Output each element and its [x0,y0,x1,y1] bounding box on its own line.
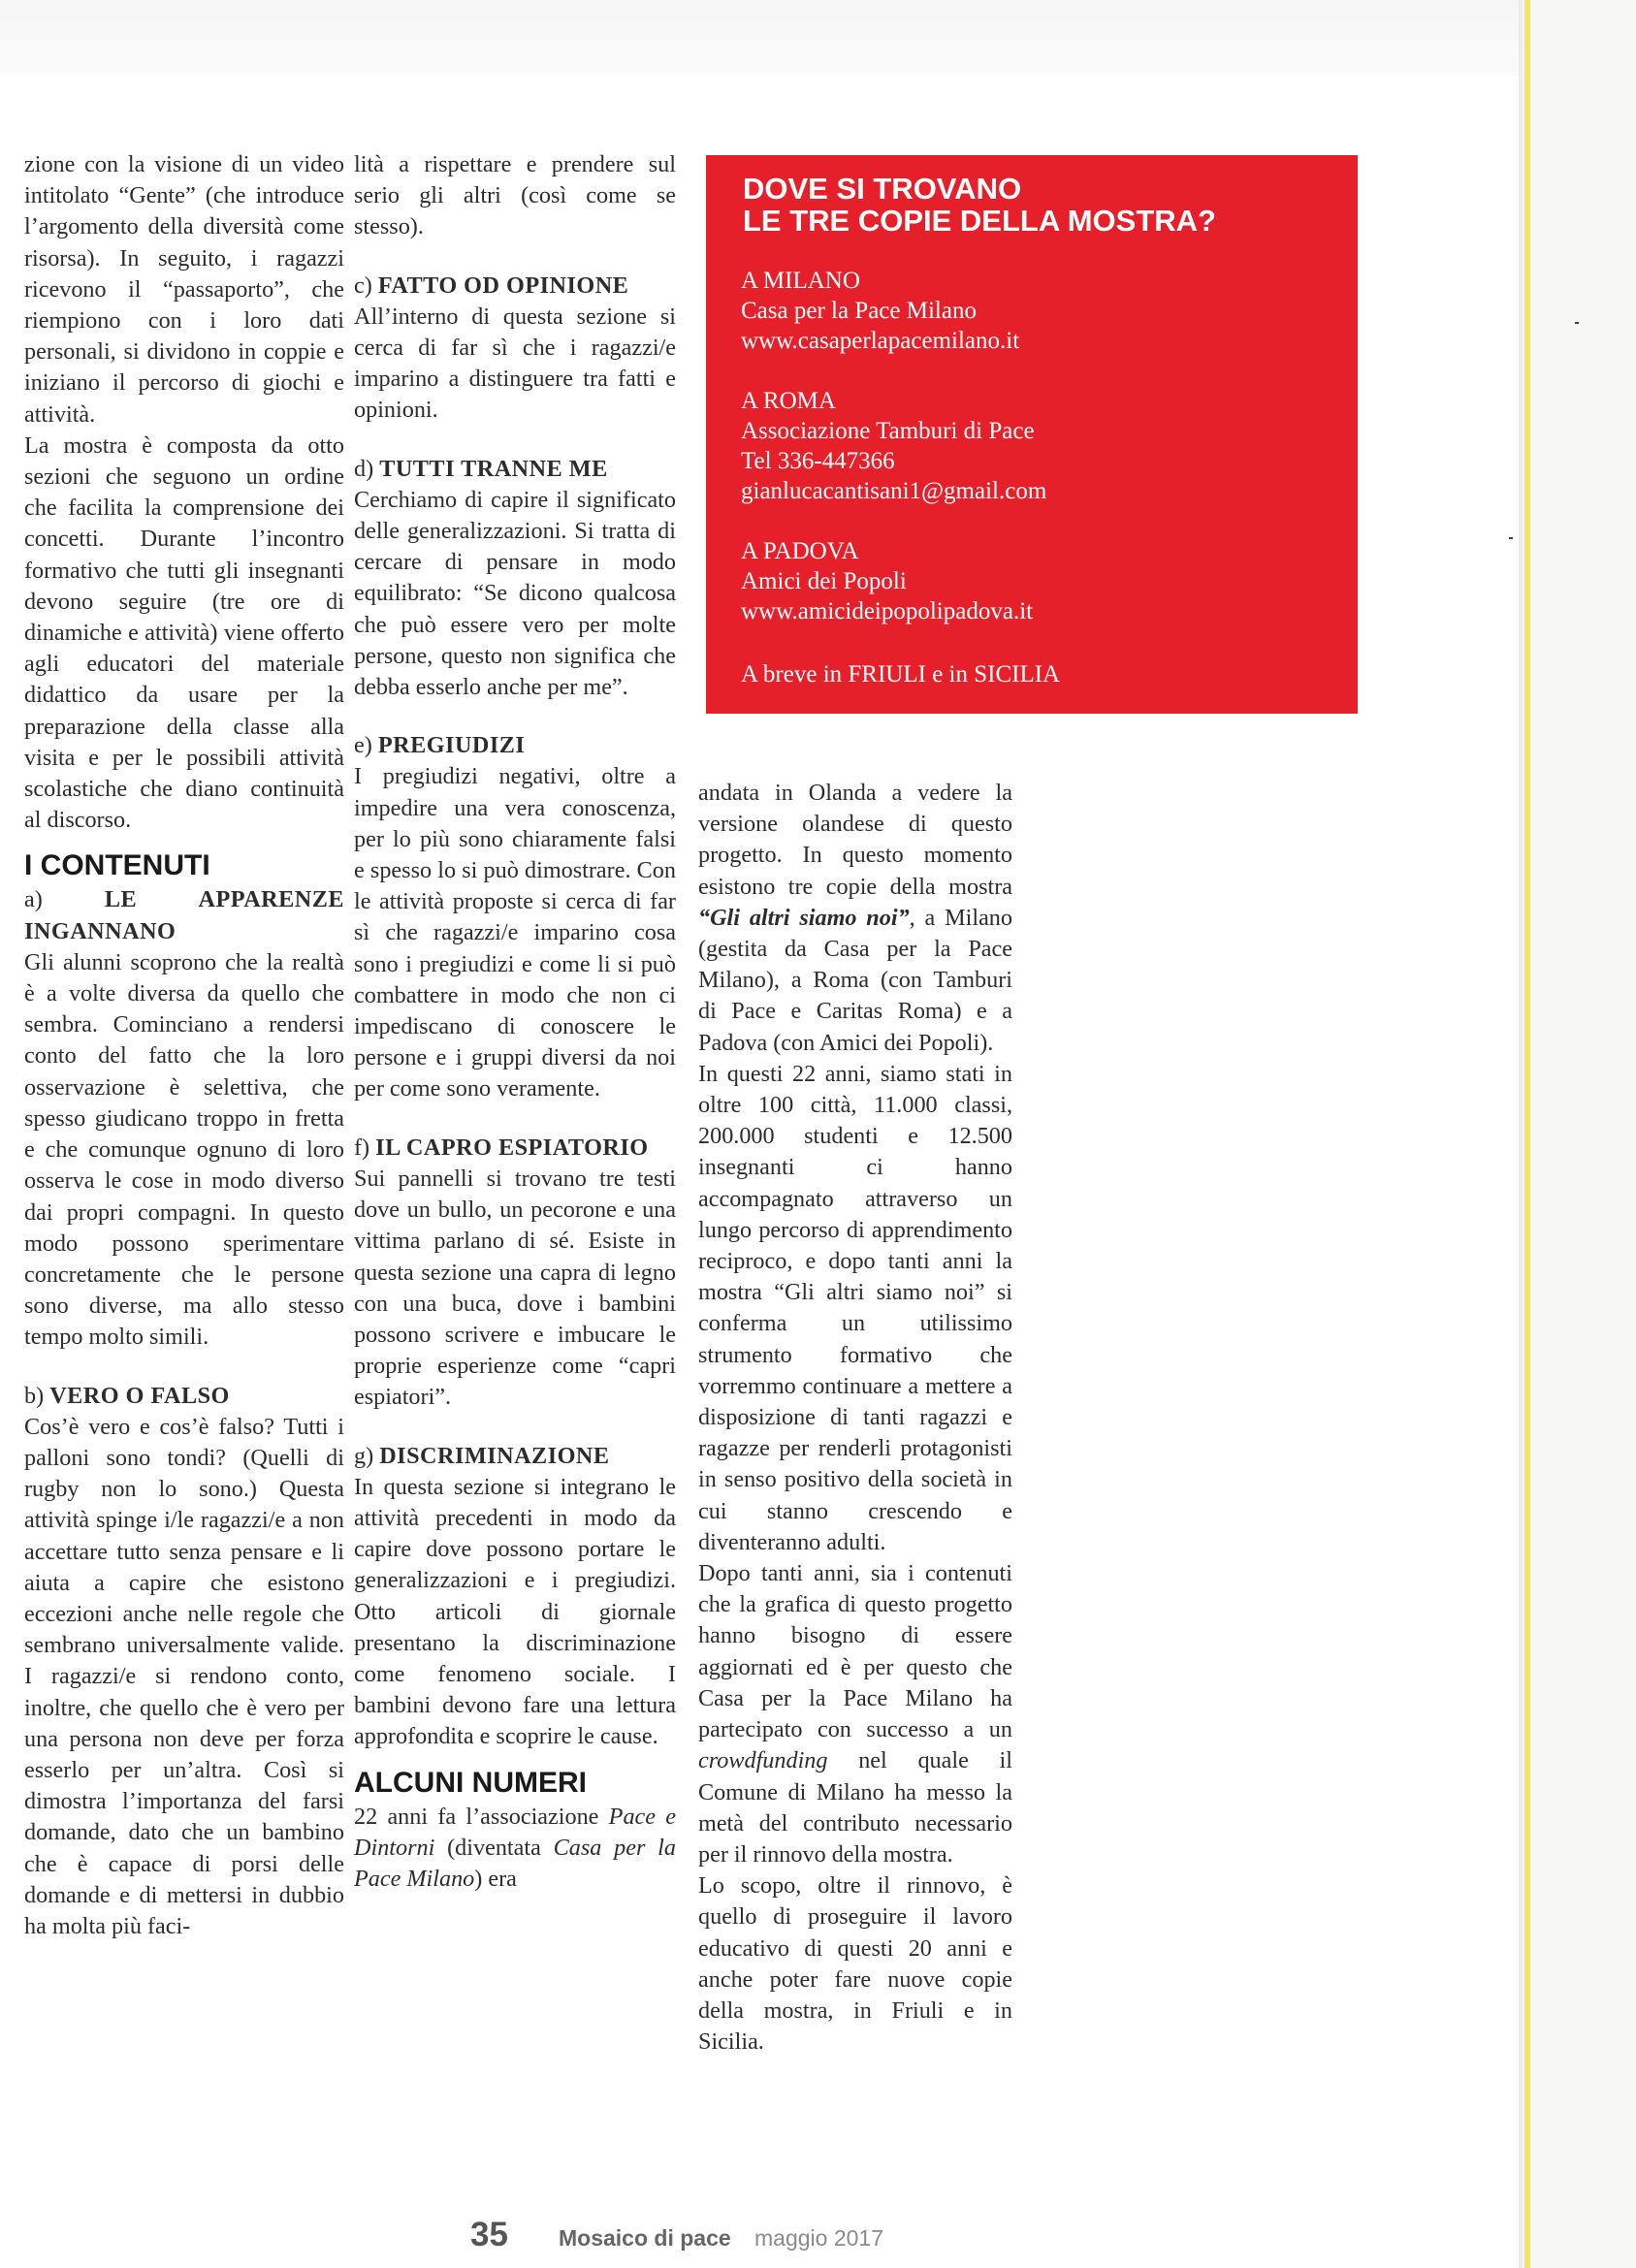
paragraph: I pregiudizi negativi, oltre a impedire una vera conoscenza, per lo più sono chiaramente falsi e spesso lo si può dimostrare. Con le attività proposte si cerca di far sì che ragazzi/e imparino cosa sono i pregiudizi e come li si può combattere in modo che non ci impediscano di conoscere le persone e i gruppi diversi da noi per come sono veramente. [354,763,676,1102]
page-edge [1523,0,1636,2268]
paragraph: Gli alunni scoprono che la realtà è a volte diversa da quello che sembra. Cominciano a rendersi conto del fatto che la loro osservazione è selettiva, che spesso giudicano troppo in fretta e che comunque ognuno di loro osserva le cose in modo diverso dai propri compagni. In questo modo possono sperimentare concretamente che le persone sono diverse, ma allo stesso tempo molto simili. [24,948,344,1351]
location-milano: A MILANO Casa per la Pace Milano www.casaperlapacemilano.it [741,268,1020,354]
issue-date: maggio 2017 [754,2225,883,2251]
paragraph: La mostra è composta da otto sezioni che seguono un ordine che facilita la comprensione dei concetti. Durante l’incontro formativo che tutti gli insegnanti devono seguire (tre ore di dinamiche e attività) viene offerto agli educatori del materiale didattico da usare per la preparazione della classe alla visita e per le possibili attività scolastiche che diano continuità al discorso. [24,431,344,834]
spacer [354,703,676,730]
spacer [354,243,676,271]
magazine-name: Mosaico di pace [559,2225,731,2251]
website-link[interactable]: www.casaperlapacemilano.it [741,328,1020,354]
email-link[interactable]: gianlucacantisani1@gmail.com [741,478,1047,504]
subsection-title-b: b) VERO O FALSO [24,1382,230,1409]
paragraph: In questi 22 anni, siamo stati in oltre 100 città, 11.000 classi, 200.000 studenti e 12.500 insegnanti ci hanno accompagnato attraverso un lungo percorso di apprendimento reciproco, e dopo tanti anni la mostra “Gli altri siamo noi” si conferma un utilissimo strumento formativo che vorremmo continuare a mettere a disposizione di tanti ragazzi e ragazze per renderli protagonisti in senso positivo della società in cui stanno crescendo e diventeranno adulti. [698,1060,1012,1555]
article-column-1 [24,149,344,1942]
subsection-title-f: f) IL CAPRO ESPIATORIO [354,1134,649,1161]
section-heading-contenuti: I CONTENUTI [24,849,210,882]
page-edge-yellow-strip [1524,0,1530,2268]
coming-soon-note: A breve in FRIULI e in SICILIA [741,661,1061,687]
spacer [354,1105,676,1133]
website-link[interactable]: www.amicideipopolipadova.it [741,598,1034,624]
subsection-title-g: g) DISCRIMINAZIONE [354,1442,610,1469]
spacer [354,427,676,454]
paragraph: Cerchiamo di capire il significato delle generalizzazioni. Si tratta di cercare di pensare in modo equilibrato: “Se dicono qualcosa che può essere vero per molte persone, questo non significa che debba esserlo anche per me”. [354,486,676,701]
paragraph: 22 anni fa l’associazione Pace e Dintorni (diventata Casa per la Pace Milano) era [354,1803,677,1892]
section-heading-numeri: ALCUNI NUMERI [354,1766,587,1799]
subsection-title-e: e) PREGIUDIZI [354,732,526,759]
spacer [354,1414,676,1441]
scan-mark [1509,537,1513,539]
locations-box-title: DOVE SI TROVANO LE TRE COPIE DELLA MOSTRA? [743,172,1216,238]
paragraph: Cos’è vero e cos’è falso? Tutti i palloni sono tondi? (Quelli di rugby non lo sono.) Questa attività spinge i/le ragazzi/e a non accettare tutto senza pensare e li aiuta a capire che esistono eccezioni anche nelle regole che sembrano universalmente valide. I ragazzi/e si rendono conto, inoltre, che quello che è vero per una persona non deve per forza esserlo per un’altra. Così si dimostra l’importanza del farsi domande, dato che un bambino che è capace di porsi delle domande e di mettersi in dubbio ha molta più faci- [24,1413,344,1939]
subsection-title-d: d) TUTTI TRANNE ME [354,455,608,482]
location-roma: A ROMA Associazione Tamburi di Pace Tel 336-447366 gianlucacantisani1@gmail.com [741,388,1047,504]
paragraph: Dopo tanti anni, sia i contenuti che la grafica di questo progetto hanno bisogno di essere aggiornati ed è per questo che Casa per la Pace Milano ha partecipato con successo a un crowdfunding nel quale il Comune di Milano ha messo la metà del contributo necessario per il rinnovo della mostra. [698,1560,1012,1868]
location-padova: A PADOVA Amici dei Popoli www.amicideipopolipadova.it [741,538,1034,624]
paragraph: In questa sezione si integrano le attività precedenti in modo da capire dove possono portare le generalizzazioni e i pregiudizi. Otto articoli di giornale presentano la discriminazione come fenomeno sociale. I bambini devono fare una lettura approfondita e scoprire le cause. [354,1473,676,1750]
article-column-2 [354,149,676,1895]
subsection-title-c: c) FATTO OD OPINIONE [354,272,629,299]
locations-box [706,155,1358,714]
page-number: 35 [470,2216,508,2253]
subsection-title-a: a) LE APPARENZE INGANNANO [24,886,344,944]
paragraph: andata in Olanda a vedere la versione olandese di questo progetto. In questo momento esistono tre copie della mostra “Gli altri siamo noi”, a Milano (gestita da Casa per la Pace Milano), a Roma (con Tamburi di Pace e Caritas Roma) e a Padova (con Amici dei Popoli). [698,780,1012,1056]
scan-mark [1575,322,1579,324]
paragraph: zione con la visione di un video intitolato “Gente” (che introduce l’argomento della diversità come risorsa). In seguito, i ragazzi ricevono il “passaporto”, che riempiono con i loro dati personali, si dividono in coppie e iniziano il percorso di giochi e attività. [24,151,344,428]
paragraph: lità a rispettare e prendere sul serio gli altri (così come se stesso). [354,151,676,240]
scan-top-band [0,0,1519,76]
spacer [24,1354,344,1381]
paragraph: Sui pannelli si trovano tre testi dove un bullo, un pecorone e una vittima parlano di sé. Esiste in questa sezione una capra di legno con una buca, dove i bambini possono scrivere e imbucare le proprie esperienze come “capri espiatori”. [354,1165,676,1411]
article-column-3 [698,778,1012,2058]
paragraph: All’interno di questa sezione si cerca di far sì che i ragazzi/e imparino a distinguere tra fatti e opinioni. [354,303,676,424]
paragraph: Lo scopo, oltre il rinnovo, è quello di proseguire il lavoro educativo di questi 20 anni e anche poter fare nuove copie della mostra, in Friuli e in Sicilia. [698,1872,1012,2056]
